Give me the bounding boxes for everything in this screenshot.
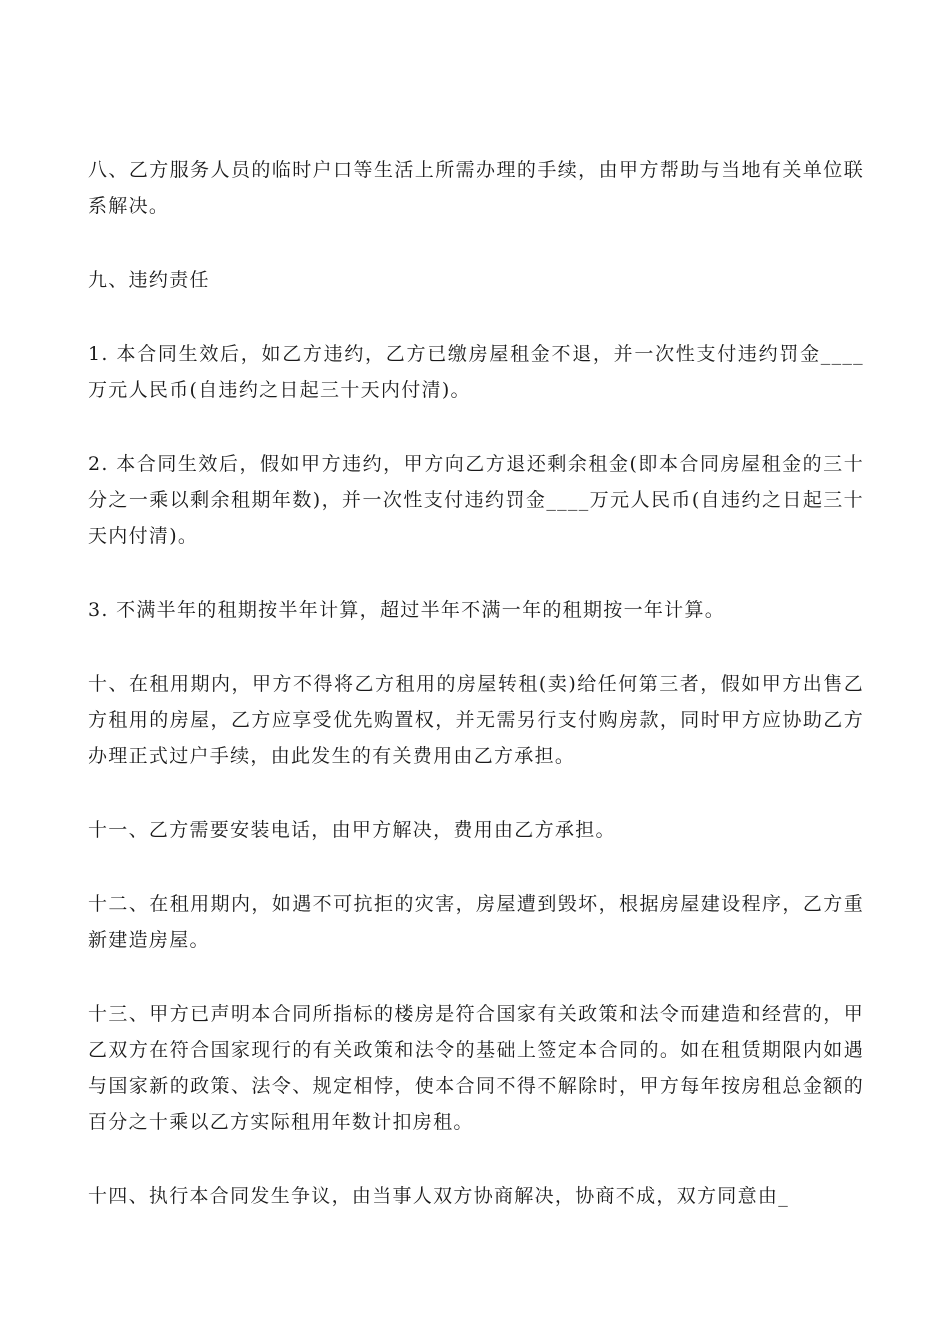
clause-11-paragraph: 十一、乙方需要安装电话，由甲方解决，费用由乙方承担。 — [88, 819, 616, 841]
clause-9-item-3: 3. 不满半年的租期按半年计算，超过半年不满一年的租期按一年计算。 — [88, 599, 726, 621]
clause-8-paragraph: 八、乙方服务人员的临时户口等生活上所需办理的手续，由甲方帮助与当地有关单位联系解决。 — [88, 159, 864, 217]
clause-10-paragraph: 十、在租用期内，甲方不得将乙方租用的房屋转租(卖)给任何第三者，假如甲方出售乙方租用的房屋，乙方应享受优先购置权，并无需另行支付购房款，同时甲方应协助乙方办理正式过户手续，由此发生的有关费用由乙方承担。 — [88, 673, 864, 767]
clause-9-item-1: 1. 本合同生效后，如乙方违约，乙方已缴房屋租金不退，并一次性支付违约罚金____万元人民币(自违约之日起三十天内付清)。 — [88, 343, 864, 401]
clause-9-heading: 九、违约责任 — [88, 269, 210, 291]
clause-12-paragraph: 十二、在租用期内，如遇不可抗拒的灾害，房屋遭到毁坏，根据房屋建设程序，乙方重新建造房屋。 — [88, 893, 864, 951]
document-body — [88, 152, 864, 1214]
clause-13-paragraph: 十三、甲方已声明本合同所指标的楼房是符合国家有关政策和法令而建造和经营的，甲乙双方在符合国家现行的有关政策和法令的基础上签定本合同的。如在租赁期限内如遇与国家新的政策、法令、规定相悖，使本合同不得不解除时，甲方每年按房租总金额的百分之十乘以乙方实际租用年数计扣房租。 — [88, 1003, 864, 1133]
clause-14-paragraph: 十四、执行本合同发生争议，由当事人双方协商解决，协商不成，双方同意由_ — [88, 1185, 790, 1207]
clause-9-item-2: 2. 本合同生效后，假如甲方违约，甲方向乙方退还剩余租金(即本合同房屋租金的三十分之一乘以剩余租期年数)，并一次性支付违约罚金____万元人民币(自违约之日起三十天内付清)。 — [88, 453, 864, 547]
